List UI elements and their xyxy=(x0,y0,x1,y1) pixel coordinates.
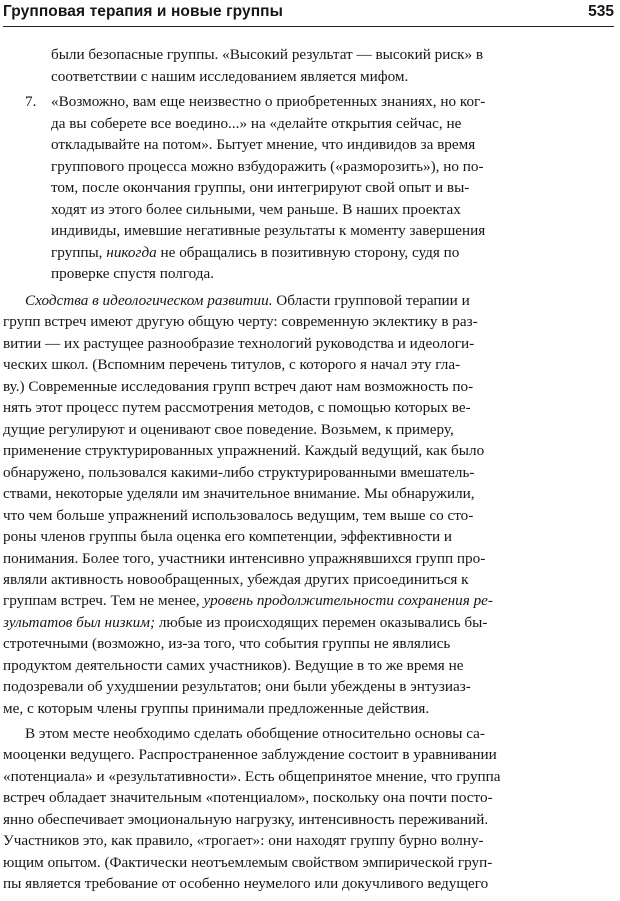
para1-line-10: ствами, некоторые уделяли им значительное внимание. Мы обнаружили, xyxy=(3,485,475,503)
item7-line-2: да вы соберете все воедино...» на «делайте открытия сейчас, не xyxy=(51,114,462,132)
para1-line-7: дущие регулируют и оценивают свое поведение. Возьмем, к примеру, xyxy=(3,420,454,438)
list-number-7: 7. xyxy=(25,93,37,111)
para1-line-3: витии — их растущее разнообразие технологий руководства и идеологи- xyxy=(3,334,475,352)
text-run: любые из происходящих перемен оказывались бы- xyxy=(155,613,488,631)
para1-line-14: являли активность новообращенных, убеждая других присоединиться к xyxy=(3,570,469,588)
para1-line-12: роны членов группы была оценка его компетенции, эффективности и xyxy=(3,528,453,545)
italic-emphasis: зультатов был низким; xyxy=(3,613,156,631)
text-run: не обращались в позитивную сторону, судя по xyxy=(156,243,460,261)
para2-line-6: Участников это, как правило, «трогает»: они находят группу бурно волну- xyxy=(3,832,484,850)
para1-line-9: обнаружено, пользовался какими-либо структурированными вмешатель- xyxy=(3,463,475,481)
item6-continuation-line-1: были безопасные группы. «Высокий результат — высокий риск» в xyxy=(51,46,484,63)
para1-line-13: понимания. Более того, участники интенсивно упражнявшихся групп про- xyxy=(3,549,486,567)
item6-continuation-line-2: соответствии с нашим исследованием является мифом. xyxy=(51,67,409,85)
para1-line-11: что чем больше упражнений использовалось ведущим, тем выше со сто- xyxy=(3,506,474,524)
para1-line-8: применение структурированных упражнений. Каждый ведущий, как было xyxy=(3,442,485,460)
para1-line-6: нять этот процесс путем рассмотрения методов, с помощью которых ве- xyxy=(3,399,471,417)
item7-line-5: том, после окончания группы, они интегрируют свой опыт и вы- xyxy=(51,179,470,197)
italic-emphasis: никогда xyxy=(106,243,157,261)
item7-line-4: группового процесса можно взбудоражить («разморозить»), но по- xyxy=(51,157,484,175)
page-number: 535 xyxy=(588,3,614,20)
section-lead-italic: Сходства в идеологическом развитии. xyxy=(25,291,273,309)
para1-line-15 xyxy=(3,591,493,612)
item7-line-6: ходят из этого более сильными, чем раньше. В наших проектах xyxy=(51,200,461,218)
para2-line-5: янно обеспечивает эмоциональную нагрузку, интенсивность переживаний. xyxy=(3,810,489,828)
running-header xyxy=(3,2,614,27)
para2-line-3: «потенциала» и «результативности». Есть общепринятое мнение, что группа xyxy=(3,767,501,785)
para1-line-20: ме, с которым члены группы принимали предложенные действия. xyxy=(3,699,430,717)
para1-line-2: групп встреч имеют другую общую черту: современную эклектику в раз- xyxy=(3,313,478,331)
para1-line-18: продуктом деятельности самих участников). Ведущие в то же время не xyxy=(3,656,464,674)
item7-line-7: индивиды, имевшие негативные результаты к моменту завершения xyxy=(51,222,486,240)
para2-line-8: пы является требование от особенно неумелого или докучливого ведущего xyxy=(3,875,489,892)
running-header-title: Групповая терапия и новые группы xyxy=(3,3,283,20)
para1-line-5: ву.) Современные исследования групп встреч дают нам возможность по- xyxy=(3,377,474,395)
item7-line-3: откладывайте на потом». Бытует мнение, что индивидов за время xyxy=(51,136,476,154)
para2-line-1: В этом месте необходимо сделать обобщение относительно основы са- xyxy=(25,724,485,742)
para2-line-7: ющим опытом. (Фактически неотъемлемым свойством эмпирической груп- xyxy=(3,853,493,871)
item7-line-1: «Возможно, вам еще неизвестно о приобретенных знаниях, но ког- xyxy=(51,93,486,111)
para1-line-19: подозревали об ухудшении результатов; они были убеждены в энтузиаз- xyxy=(3,678,471,696)
item7-line-8 xyxy=(51,243,459,264)
italic-emphasis: уровень продолжительности сохранения ре- xyxy=(203,592,493,610)
para1-line-16 xyxy=(3,613,487,634)
item7-line-9: проверке спустя полгода. xyxy=(51,265,215,283)
para1-line-4: ческих школ. (Вспомним перечень титулов, с которого я начал эту гла- xyxy=(3,356,461,374)
para1-line-1 xyxy=(25,291,470,312)
para1-line-17: стротечными (возможно, из-за того, что события группы не являлись xyxy=(3,635,451,653)
text-run: группы, xyxy=(51,243,107,261)
para2-line-4: встреч обладает значительным «потенциалом», поскольку она почти посто- xyxy=(3,789,493,807)
text-run: Области групповой терапии и xyxy=(272,291,470,309)
text-run: группам встреч. Тем не менее, xyxy=(3,592,204,610)
para2-line-2: мооценки ведущего. Распространенное заблуждение состоит в уравнивании xyxy=(3,746,497,764)
